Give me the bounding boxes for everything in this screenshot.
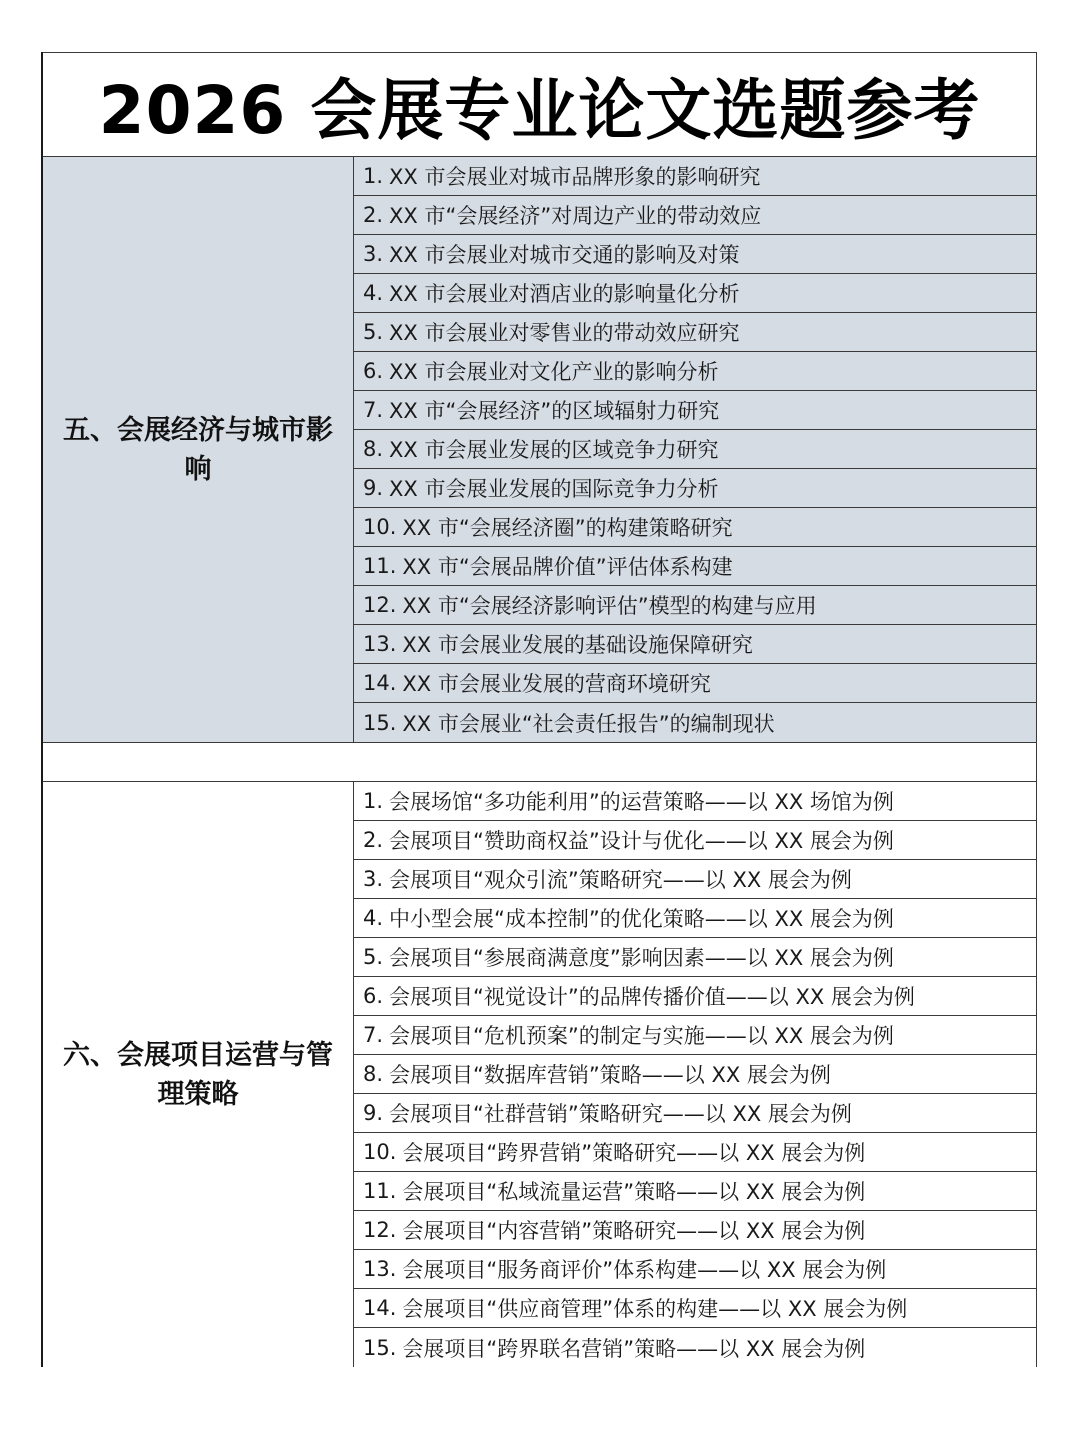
table-row <box>354 196 1036 235</box>
topic-number: 2. <box>363 203 384 227</box>
topic-text: 会展项目“视觉设计”的品牌传播价值——以 XX 展会为例 <box>389 985 915 1009</box>
topic-number: 3. <box>363 867 384 891</box>
topic-text: XX 市“会展经济影响评估”模型的构建与应用 <box>402 594 817 618</box>
table-row <box>354 625 1036 664</box>
table-row <box>354 313 1036 352</box>
topic-text: XX 市会展业“社会责任报告”的编制现状 <box>402 711 775 736</box>
topic-text: XX 市会展业对城市品牌形象的影响研究 <box>389 165 761 189</box>
table-row <box>354 586 1036 625</box>
topic-text: 会展项目“数据库营销”策略——以 XX 展会为例 <box>389 1063 831 1087</box>
topic-number: 4. <box>363 281 384 305</box>
table-row <box>354 977 1036 1016</box>
topic-text: 会展项目“服务商评价”体系构建——以 XX 展会为例 <box>402 1258 887 1282</box>
topic-number: 11. <box>363 554 397 578</box>
table-row <box>354 703 1036 742</box>
topic-text: 会展项目“观众引流”策略研究——以 XX 展会为例 <box>389 868 852 892</box>
category-label: 六、会展项目运营与管理策略 <box>63 1039 333 1110</box>
table-row <box>354 938 1036 977</box>
topic-text: XX 市“会展经济”的区域辐射力研究 <box>389 399 720 423</box>
table-row <box>354 274 1036 313</box>
topic-text: 会展项目“跨界营销”策略研究——以 XX 展会为例 <box>402 1141 866 1165</box>
topic-number: 8. <box>363 1062 384 1086</box>
topic-text: XX 市“会展经济圈”的构建策略研究 <box>402 516 733 540</box>
topic-number: 5. <box>363 945 384 969</box>
topic-text: XX 市会展业发展的区域竞争力研究 <box>389 438 719 462</box>
table-row <box>354 1172 1036 1211</box>
topic-number: 9. <box>363 1101 384 1125</box>
category-label: 五、会展经济与城市影响 <box>63 414 333 485</box>
topic-number: 7. <box>363 398 384 422</box>
topic-text: XX 市会展业发展的营商环境研究 <box>402 672 711 696</box>
topic-number: 15. <box>363 1335 397 1360</box>
table-row <box>354 1328 1036 1367</box>
topic-number: 4. <box>363 906 384 930</box>
topic-text: XX 市会展业对酒店业的影响量化分析 <box>389 282 740 306</box>
topic-text: 会展项目“私域流量运营”策略——以 XX 展会为例 <box>402 1180 866 1204</box>
table-row <box>354 860 1036 899</box>
section-spacer <box>43 743 1036 782</box>
table-row <box>354 664 1036 703</box>
topic-text: 会展项目“跨界联名营销”策略——以 XX 展会为例 <box>402 1336 866 1361</box>
table-row <box>354 469 1036 508</box>
topic-number: 1. <box>363 789 384 813</box>
topic-text: 会展项目“社群营销”策略研究——以 XX 展会为例 <box>389 1102 852 1126</box>
page-title: 2026 会展专业论文选题参考 <box>98 72 981 149</box>
table-row <box>354 1133 1036 1172</box>
topic-number: 3. <box>363 242 384 266</box>
table-row <box>354 157 1036 196</box>
topic-text: 会展项目“内容营销”策略研究——以 XX 展会为例 <box>402 1219 866 1243</box>
topic-number: 9. <box>363 476 384 500</box>
topic-number: 14. <box>363 1296 397 1320</box>
table-row <box>354 899 1036 938</box>
topic-table <box>41 52 1037 1367</box>
topic-number: 8. <box>363 437 384 461</box>
topic-number: 5. <box>363 320 384 344</box>
topic-number: 13. <box>363 632 397 656</box>
topic-number: 11. <box>363 1179 397 1203</box>
table-row <box>354 235 1036 274</box>
table-row <box>354 430 1036 469</box>
topic-text: XX 市会展业对文化产业的影响分析 <box>389 360 719 384</box>
section-economy <box>43 157 1036 743</box>
topic-text: 会展项目“赞助商权益”设计与优化——以 XX 展会为例 <box>389 829 894 853</box>
topic-number: 12. <box>363 593 397 617</box>
topic-text: 会展项目“供应商管理”体系的构建——以 XX 展会为例 <box>402 1297 908 1321</box>
topic-number: 15. <box>363 710 397 735</box>
category-cell <box>43 157 354 742</box>
topic-text: XX 市会展业对城市交通的影响及对策 <box>389 243 740 267</box>
topic-text: 中小型会展“成本控制”的优化策略——以 XX 展会为例 <box>389 907 894 931</box>
table-row <box>354 1016 1036 1055</box>
table-row <box>354 508 1036 547</box>
topic-list <box>354 782 1036 1367</box>
topic-number: 10. <box>363 1140 397 1164</box>
topic-number: 7. <box>363 1023 384 1047</box>
title-row <box>43 52 1036 157</box>
category-cell <box>43 782 354 1367</box>
topic-text: 会展场馆“多功能利用”的运营策略——以 XX 场馆为例 <box>389 790 894 814</box>
table-row <box>354 1094 1036 1133</box>
topic-text: XX 市“会展经济”对周边产业的带动效应 <box>389 204 762 228</box>
topic-text: XX 市会展业发展的国际竞争力分析 <box>389 477 719 501</box>
topic-number: 10. <box>363 515 397 539</box>
topic-text: XX 市会展业发展的基础设施保障研究 <box>402 633 753 657</box>
table-row <box>354 782 1036 821</box>
topic-list <box>354 157 1036 742</box>
table-row <box>354 821 1036 860</box>
table-row <box>354 547 1036 586</box>
table-row <box>354 1250 1036 1289</box>
table-row <box>354 391 1036 430</box>
table-row <box>354 1211 1036 1250</box>
topic-text: 会展项目“危机预案”的制定与实施——以 XX 展会为例 <box>389 1024 894 1048</box>
table-row <box>354 352 1036 391</box>
topic-number: 6. <box>363 359 384 383</box>
topic-number: 2. <box>363 828 384 852</box>
topic-text: XX 市会展业对零售业的带动效应研究 <box>389 321 740 345</box>
topic-number: 14. <box>363 671 397 695</box>
topic-number: 12. <box>363 1218 397 1242</box>
section-operations <box>43 782 1036 1367</box>
topic-number: 13. <box>363 1257 397 1281</box>
topic-text: 会展项目“参展商满意度”影响因素——以 XX 展会为例 <box>389 946 894 970</box>
topic-number: 6. <box>363 984 384 1008</box>
table-row <box>354 1289 1036 1328</box>
topic-text: XX 市“会展品牌价值”评估体系构建 <box>402 555 733 579</box>
topic-number: 1. <box>363 164 384 188</box>
table-row <box>354 1055 1036 1094</box>
